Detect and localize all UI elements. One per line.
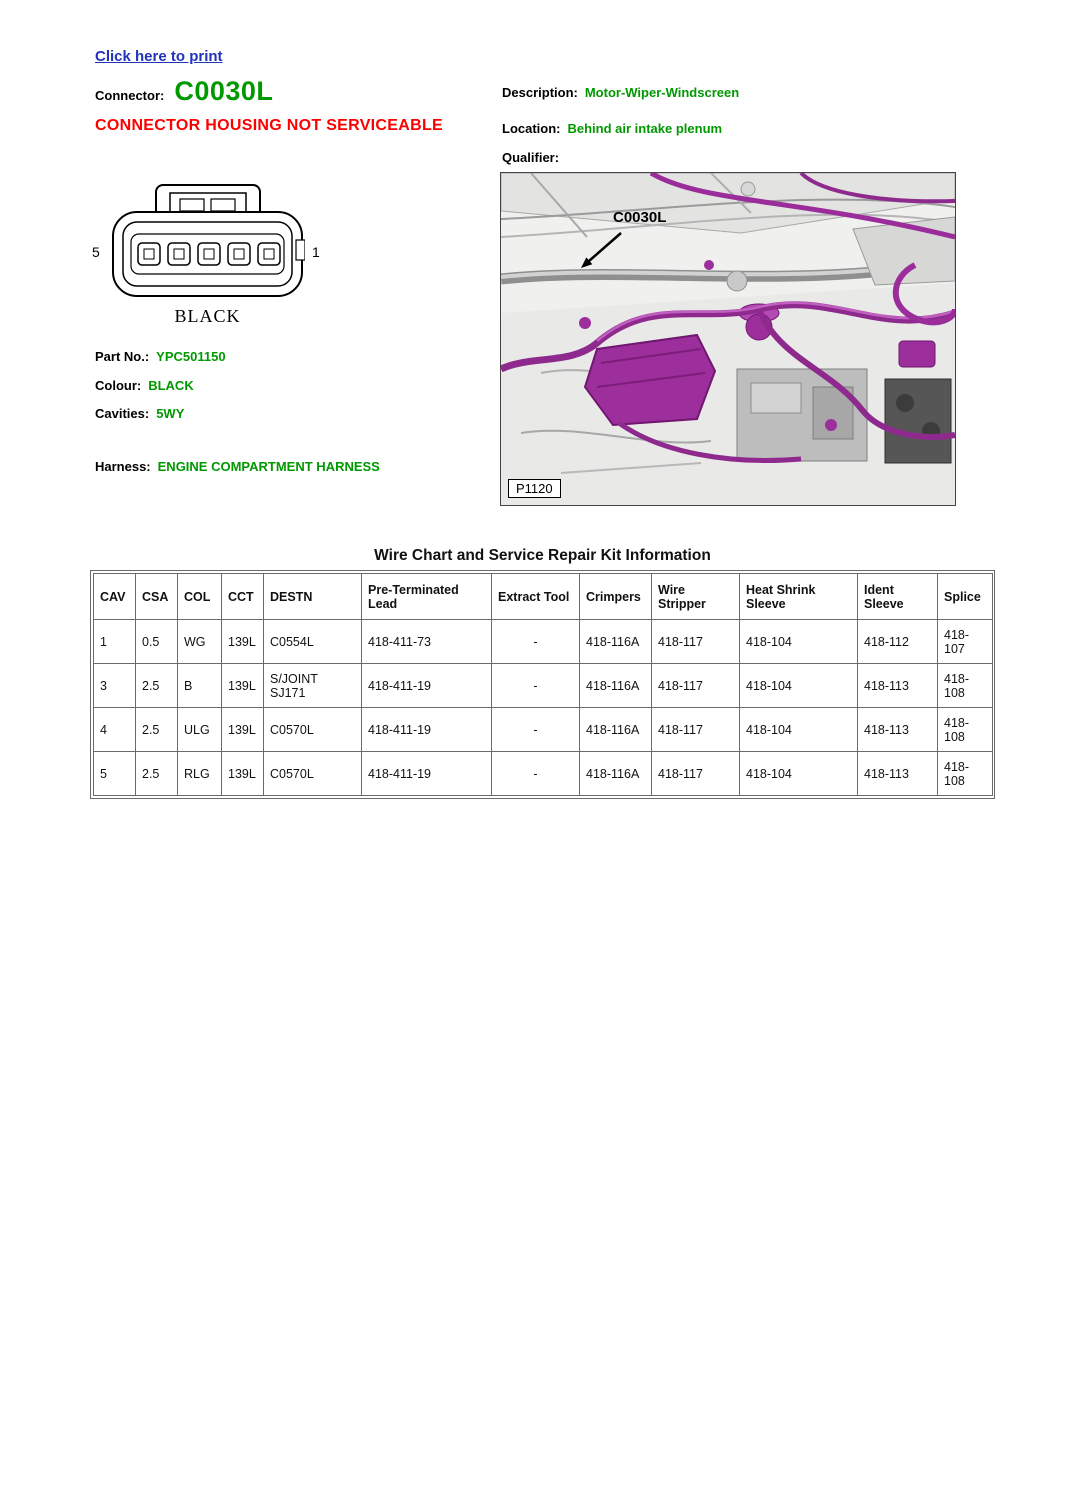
table-cell: C0570L — [264, 752, 362, 796]
table-cell: - — [492, 620, 580, 664]
table-cell: - — [492, 664, 580, 708]
table-cell: 2.5 — [136, 708, 178, 752]
col-header-crimpers: Crimpers — [580, 574, 652, 620]
description-line — [502, 85, 739, 100]
print-link[interactable]: Click here to print — [95, 48, 223, 65]
serviceability-warning: CONNECTOR HOUSING NOT SERVICEABLE — [95, 117, 444, 134]
table-cell: C0570L — [264, 708, 362, 752]
connector-colour-caption: BLACK — [174, 306, 241, 326]
table-cell: ULG — [178, 708, 222, 752]
colour-line — [95, 378, 194, 393]
wire-table-body — [94, 620, 993, 796]
location-label: Location: — [502, 121, 561, 136]
table-cell: 2.5 — [136, 664, 178, 708]
table-cell: WG — [178, 620, 222, 664]
location-line — [502, 121, 722, 136]
table-cell: 418-411-19 — [362, 664, 492, 708]
table-cell: 139L — [222, 620, 264, 664]
pin-number-5: 5 — [92, 244, 100, 260]
connector-label: Connector: — [95, 88, 165, 103]
connector-face-drawing — [110, 182, 305, 304]
table-cell: 2.5 — [136, 752, 178, 796]
cavities-value: 5WY — [156, 406, 185, 421]
table-cell: 418-116A — [580, 664, 652, 708]
table-cell: 418-113 — [858, 708, 938, 752]
engine-bay-illustration — [501, 173, 955, 505]
table-cell: 418-108 — [938, 664, 993, 708]
cavities-label: Cavities: — [95, 406, 150, 421]
table-cell: 4 — [94, 708, 136, 752]
table-cell: 418-104 — [740, 708, 858, 752]
table-cell: 1 — [94, 620, 136, 664]
table-cell: 418-113 — [858, 752, 938, 796]
col-header-destn: DESTN — [264, 574, 362, 620]
table-row — [94, 708, 993, 752]
harness-line — [95, 459, 380, 474]
location-value: Behind air intake plenum — [567, 121, 723, 136]
harness-value: ENGINE COMPARTMENT HARNESS — [157, 459, 380, 474]
pin-number-1: 1 — [312, 244, 320, 260]
table-cell: 139L — [222, 708, 264, 752]
table-cell: - — [492, 708, 580, 752]
table-row — [94, 620, 993, 664]
cavities-line — [95, 406, 184, 421]
table-cell: 418-411-73 — [362, 620, 492, 664]
table-cell: 418-104 — [740, 752, 858, 796]
col-header-col: COL — [178, 574, 222, 620]
colour-value: BLACK — [148, 378, 194, 393]
description-value: Motor-Wiper-Windscreen — [584, 85, 740, 100]
table-cell: 418-116A — [580, 708, 652, 752]
col-header-extract-tool: Extract Tool — [492, 574, 580, 620]
col-header-pre-terminated-lead: Pre-Terminated Lead — [362, 574, 492, 620]
table-cell: 418-411-19 — [362, 708, 492, 752]
col-header-wire-stripper: Wire Stripper — [652, 574, 740, 620]
table-cell: 139L — [222, 752, 264, 796]
table-cell: 5 — [94, 752, 136, 796]
part-no-value: YPC501150 — [156, 349, 226, 364]
wire-chart-title: Wire Chart and Service Repair Kit Information — [374, 547, 711, 564]
table-cell: 418-113 — [858, 664, 938, 708]
wire-chart-table — [93, 573, 993, 796]
table-cell: 418-116A — [580, 752, 652, 796]
wire-chart-table-wrap — [90, 570, 995, 799]
table-cell: 418-117 — [652, 752, 740, 796]
table-row — [94, 664, 993, 708]
table-header-row — [94, 574, 993, 620]
table-cell: S/JOINT SJ171 — [264, 664, 362, 708]
location-photo — [500, 172, 956, 506]
table-cell: 418-117 — [652, 620, 740, 664]
table-cell: 418-104 — [740, 620, 858, 664]
table-cell: 0.5 — [136, 620, 178, 664]
col-header-splice: Splice — [938, 574, 993, 620]
table-cell: RLG — [178, 752, 222, 796]
table-row — [94, 752, 993, 796]
col-header-csa: CSA — [136, 574, 178, 620]
table-cell: 418-108 — [938, 708, 993, 752]
table-cell: 418-108 — [938, 752, 993, 796]
table-cell: 139L — [222, 664, 264, 708]
table-cell: 418-117 — [652, 664, 740, 708]
connector-face-diagram — [90, 180, 340, 330]
connector-heading — [95, 76, 273, 107]
table-cell: 418-104 — [740, 664, 858, 708]
harness-label: Harness: — [95, 459, 151, 474]
cavity-terminals — [138, 243, 280, 265]
col-header-cct: CCT — [222, 574, 264, 620]
description-label: Description: — [502, 85, 578, 100]
table-cell: B — [178, 664, 222, 708]
qualifier-line — [502, 150, 559, 165]
table-cell: 418-117 — [652, 708, 740, 752]
table-cell: 418-411-19 — [362, 752, 492, 796]
table-cell: - — [492, 752, 580, 796]
table-cell: C0554L — [264, 620, 362, 664]
colour-label: Colour: — [95, 378, 142, 393]
photo-callout-label: C0030L — [613, 209, 667, 226]
table-cell: 418-112 — [858, 620, 938, 664]
connector-value: C0030L — [174, 76, 274, 106]
table-cell: 3 — [94, 664, 136, 708]
col-header-cav: CAV — [94, 574, 136, 620]
figure-reference: P1120 — [508, 479, 561, 498]
part-no-label: Part No.: — [95, 349, 150, 364]
table-cell: 418-107 — [938, 620, 993, 664]
part-no-line — [95, 349, 226, 364]
qualifier-label: Qualifier: — [502, 150, 560, 165]
col-header-ident-sleeve: Ident Sleeve — [858, 574, 938, 620]
table-cell: 418-116A — [580, 620, 652, 664]
col-header-heat-shrink-sleeve: Heat Shrink Sleeve — [740, 574, 858, 620]
